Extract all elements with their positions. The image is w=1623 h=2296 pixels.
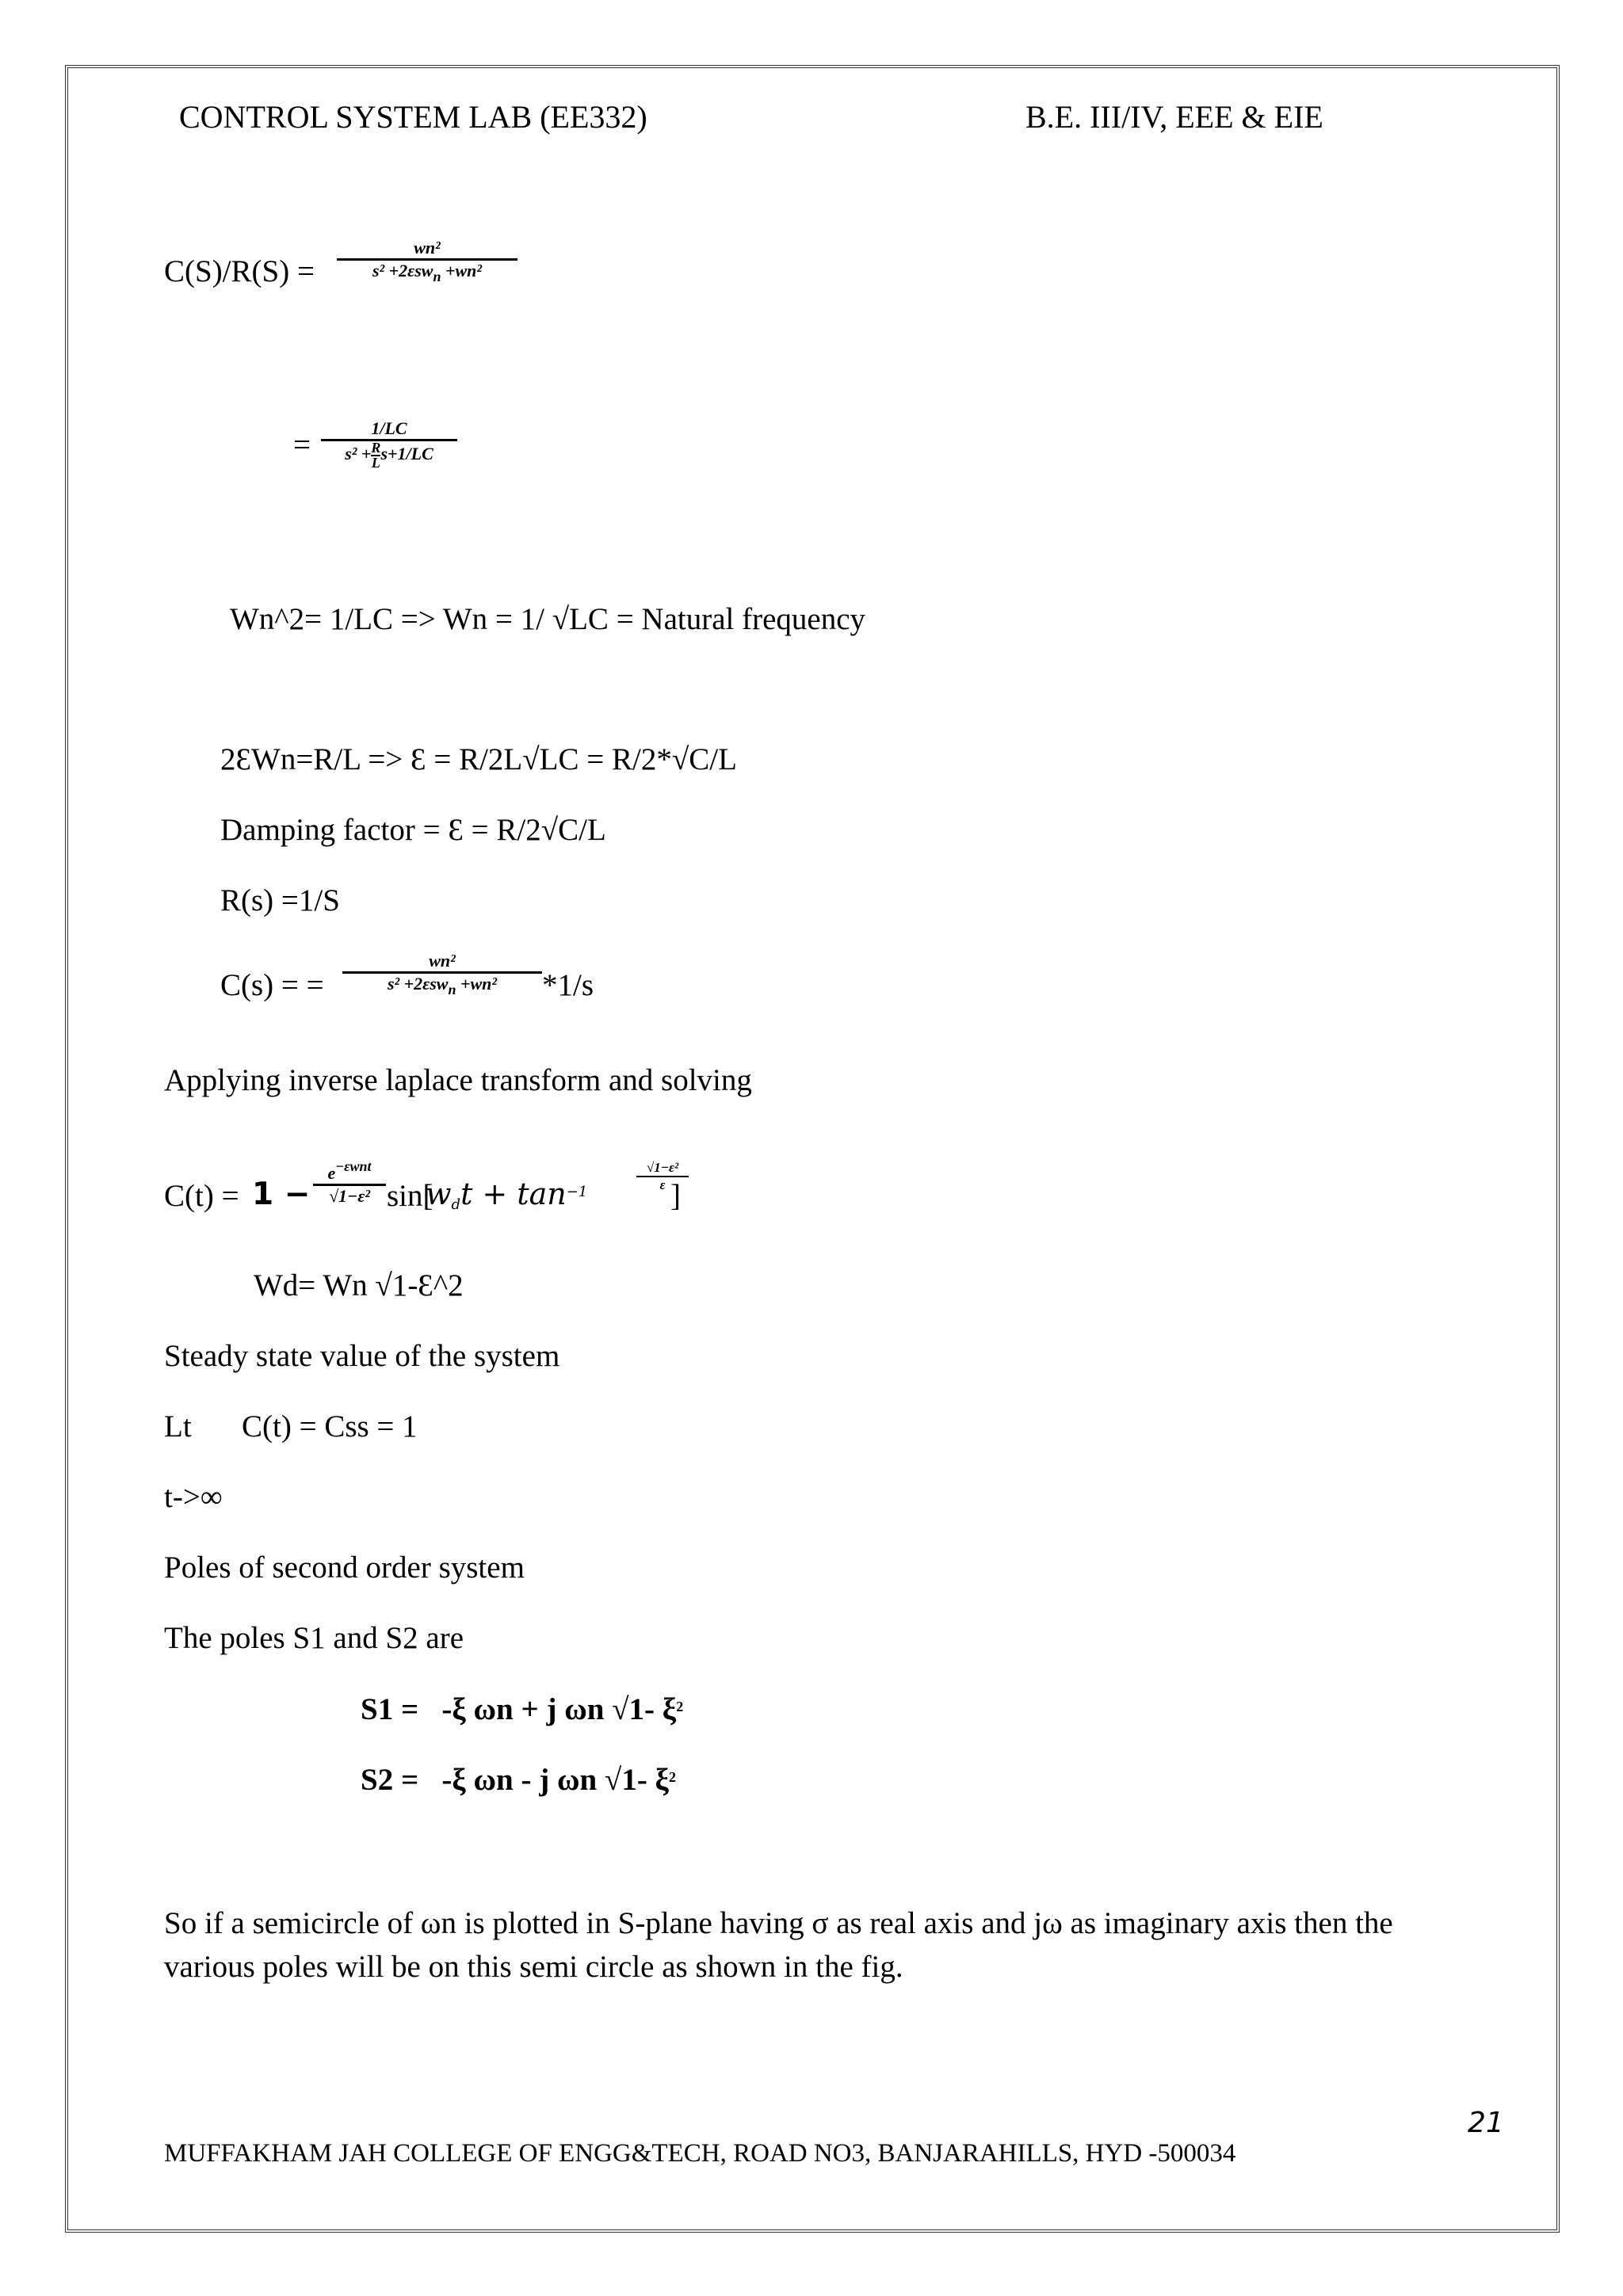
eq3-numerator: wn² [429, 951, 456, 971]
eq2-lhs: = [293, 428, 311, 462]
eq1-lhs: C(S)/R(S) = [164, 254, 315, 288]
limit-t-infinity: t->∞ [164, 1480, 223, 1514]
damped-frequency-line: Wd= Wn √1-Ɛ^2 [254, 1268, 464, 1302]
limit-label: Lt [164, 1409, 192, 1444]
damping-equation-line: 2ƐWn=R/L => Ɛ = R/2L√LC = R/2*√C/L [220, 742, 737, 776]
eq2-numerator: 1/LC [371, 418, 407, 438]
eq4-arg-fraction [636, 1160, 689, 1193]
inverse-laplace-line: Applying inverse laplace transform and solving [164, 1063, 752, 1097]
eq4-exp-numerator: $e^{-\varepsilon wnt}$ [327, 1158, 372, 1183]
eq3-rhs: *1/s [542, 968, 594, 1002]
eq4-close: ] [670, 1179, 681, 1213]
eq3-denominator: s² +2εsw$_n$ +wn² [387, 974, 497, 997]
input-rs-line: R(s) =1/S [220, 883, 340, 917]
footer-address: MUFFAKHAM JAH COLLEGE OF ENGG&TECH, ROAD NO3, BANJARAHILLS, HYD -500034 [164, 2139, 1236, 2168]
eq4-lhs: C(t) = [164, 1179, 239, 1213]
header-course-title: CONTROL SYSTEM LAB (EE332) [179, 99, 647, 135]
eq3-lhs: C(s) = = [220, 968, 324, 1002]
eq1-numerator: wn² [414, 238, 441, 257]
eq2-denominator: s² + $\frac{R}{L}$ s+1/LC [345, 440, 433, 471]
eq2-fraction [321, 418, 457, 470]
pole-s2: S2 = -ξ ωn - j ωn √1- $\xi^2$ [361, 1763, 676, 1797]
pole-s1: S1 = -ξ ωn + j ωn √1- $\xi^2$ [361, 1692, 684, 1726]
eq3-fraction [342, 951, 542, 998]
eq4-arg-denominator: ε [659, 1177, 666, 1192]
eq4-exp-fraction [313, 1158, 386, 1207]
page-number: 21 [1468, 2107, 1504, 2139]
eq1-fraction [337, 238, 517, 285]
semicircle-paragraph-line1: So if a semicircle of ωn is plotted in S-plane having σ as real axis and jω as imaginary axis then the [164, 1906, 1393, 1940]
eq1-denominator: s² +2εsw$_n$ +wn² [372, 261, 482, 284]
poles-intro-line: The poles S1 and S2 are [164, 1621, 464, 1655]
eq4-arg-numerator: √1−ε² [646, 1160, 679, 1175]
limit-expression: C(t) = Css = 1 [242, 1409, 418, 1444]
natural-frequency-line: Wn^2= 1/LC => Wn = 1/ √LC = Natural frequency [230, 602, 866, 636]
eq4-argument: $w_dt + \tan^{-1}$ [426, 1177, 588, 1213]
header-program: B.E. III/IV, EEE & EIE [1025, 99, 1323, 135]
damping-factor-line: Damping factor = Ɛ = R/2√C/L [220, 813, 606, 847]
eq4-one-minus: 1 − [252, 1177, 311, 1212]
eq4-exp-denominator: √1−ε² [328, 1186, 371, 1206]
eq4-sin-open: sin[ [387, 1179, 433, 1213]
semicircle-paragraph-line2: various poles will be on this semi circle as shown in the fig. [164, 1950, 903, 1984]
poles-title-line: Poles of second order system [164, 1550, 525, 1585]
steady-state-line: Steady state value of the system [164, 1339, 560, 1373]
